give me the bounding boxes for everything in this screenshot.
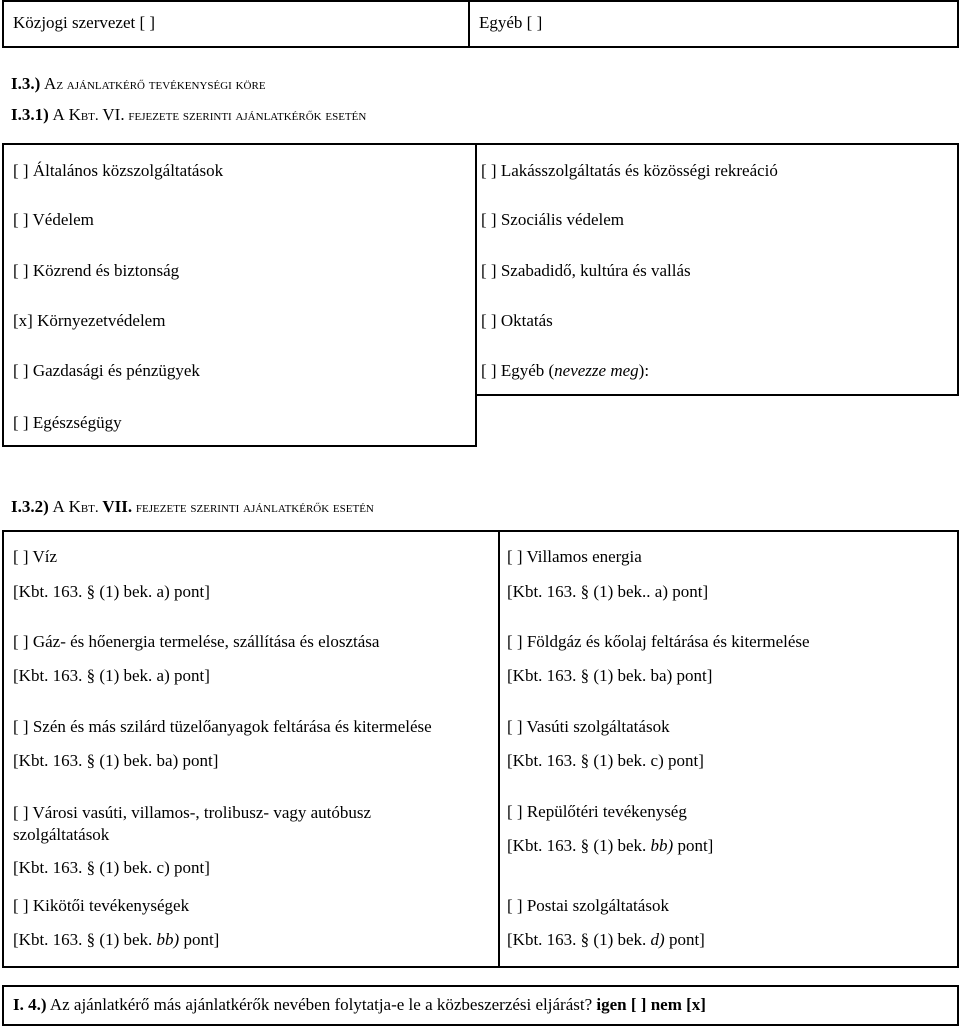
checkbox-natural-gas-oil[interactable]: [ ] Földgáz és kőolaj feltárása és kitermelése — [507, 632, 810, 651]
checkbox-economic-financial[interactable]: [ ] Gazdasági és pénzügyek — [13, 361, 200, 380]
checkbox-postal-services[interactable]: [ ] Postai szolgáltatások — [507, 896, 669, 915]
section-1-3-2-heading: I.3.2) A Kbt. VII. fejezete szerinti ajánlatkérők esetén — [11, 497, 374, 516]
checkbox-urban-transport[interactable]: [ ] Városi vasúti, villamos-, trolibusz- vagy autóbusz szolgáltatások — [13, 803, 372, 844]
public-body-option[interactable]: Közjogi szervezet [ ] — [13, 13, 156, 32]
checkbox-public-order[interactable]: [ ] Közrend és biztonság — [13, 261, 180, 280]
other-option[interactable]: Egyéb [ ] — [479, 13, 543, 32]
section-1-3-heading: I.3.) Az ajánlatkérő tevékenységi köre — [11, 74, 266, 93]
legal-ref-postal: [Kbt. 163. § (1) bek. d) pont] — [507, 930, 705, 949]
checkbox-education[interactable]: [ ] Oktatás — [481, 311, 553, 330]
checkbox-other-specify[interactable]: [ ] Egyéb (nevezze meg): — [481, 361, 650, 380]
checkbox-railway-services[interactable]: [ ] Vasúti szolgáltatások — [507, 717, 670, 736]
checkbox-water[interactable]: [ ] Víz — [13, 547, 58, 566]
legal-ref-water: [Kbt. 163. § (1) bek. a) pont] — [13, 582, 210, 601]
legal-ref-railway: [Kbt. 163. § (1) bek. c) pont] — [507, 751, 704, 770]
checkbox-defence[interactable]: [ ] Védelem — [13, 210, 94, 229]
checkbox-environment[interactable]: [x] Környezetvédelem — [13, 311, 166, 330]
section-1-4-question: I. 4.) Az ajánlatkérő más ajánlatkérők nevében folytatja-e le a közbeszerzési eljárást? igen [ ] nem [x] — [13, 995, 706, 1014]
checkbox-social-protection[interactable]: [ ] Szociális védelem — [481, 210, 625, 229]
legal-ref-electricity: [Kbt. 163. § (1) bek.. a) pont] — [507, 582, 709, 601]
checkbox-health[interactable]: [ ] Egészségügy — [13, 413, 122, 432]
legal-ref-airport: [Kbt. 163. § (1) bek. bb) pont] — [507, 836, 714, 855]
legal-ref-gas-heat: [Kbt. 163. § (1) bek. a) pont] — [13, 666, 210, 685]
section-1-3-1-heading: I.3.1) A Kbt. VI. fejezete szerinti ajánlatkérők esetén — [11, 105, 367, 124]
checkbox-coal-solid-fuels[interactable]: [ ] Szén és más szilárd tüzelőanyagok feltárása és kitermelése — [13, 717, 432, 736]
checkbox-gas-heat[interactable]: [ ] Gáz- és hőenergia termelése, szállítása és elosztása — [13, 632, 380, 651]
checkbox-general-public-services[interactable]: [ ] Általános közszolgáltatások — [13, 161, 224, 180]
checkbox-housing-community[interactable]: [ ] Lakásszolgáltatás és közösségi rekreáció — [481, 161, 778, 180]
legal-ref-urban-transport: [Kbt. 163. § (1) bek. c) pont] — [13, 858, 210, 877]
legal-ref-coal: [Kbt. 163. § (1) bek. ba) pont] — [13, 751, 219, 770]
checkbox-electricity[interactable]: [ ] Villamos energia — [507, 547, 642, 566]
legal-ref-natural-gas-oil: [Kbt. 163. § (1) bek. ba) pont] — [507, 666, 713, 685]
joint-procurement-answer[interactable]: igen [ ] nem [x] — [596, 995, 706, 1014]
checkbox-airport-activities[interactable]: [ ] Repülőtéri tevékenység — [507, 802, 687, 821]
checkbox-port-activities[interactable]: [ ] Kikötői tevékenységek — [13, 896, 190, 915]
legal-ref-port: [Kbt. 163. § (1) bek. bb) pont] — [13, 930, 220, 949]
checkbox-recreation-culture[interactable]: [ ] Szabadidő, kultúra és vallás — [481, 261, 691, 280]
